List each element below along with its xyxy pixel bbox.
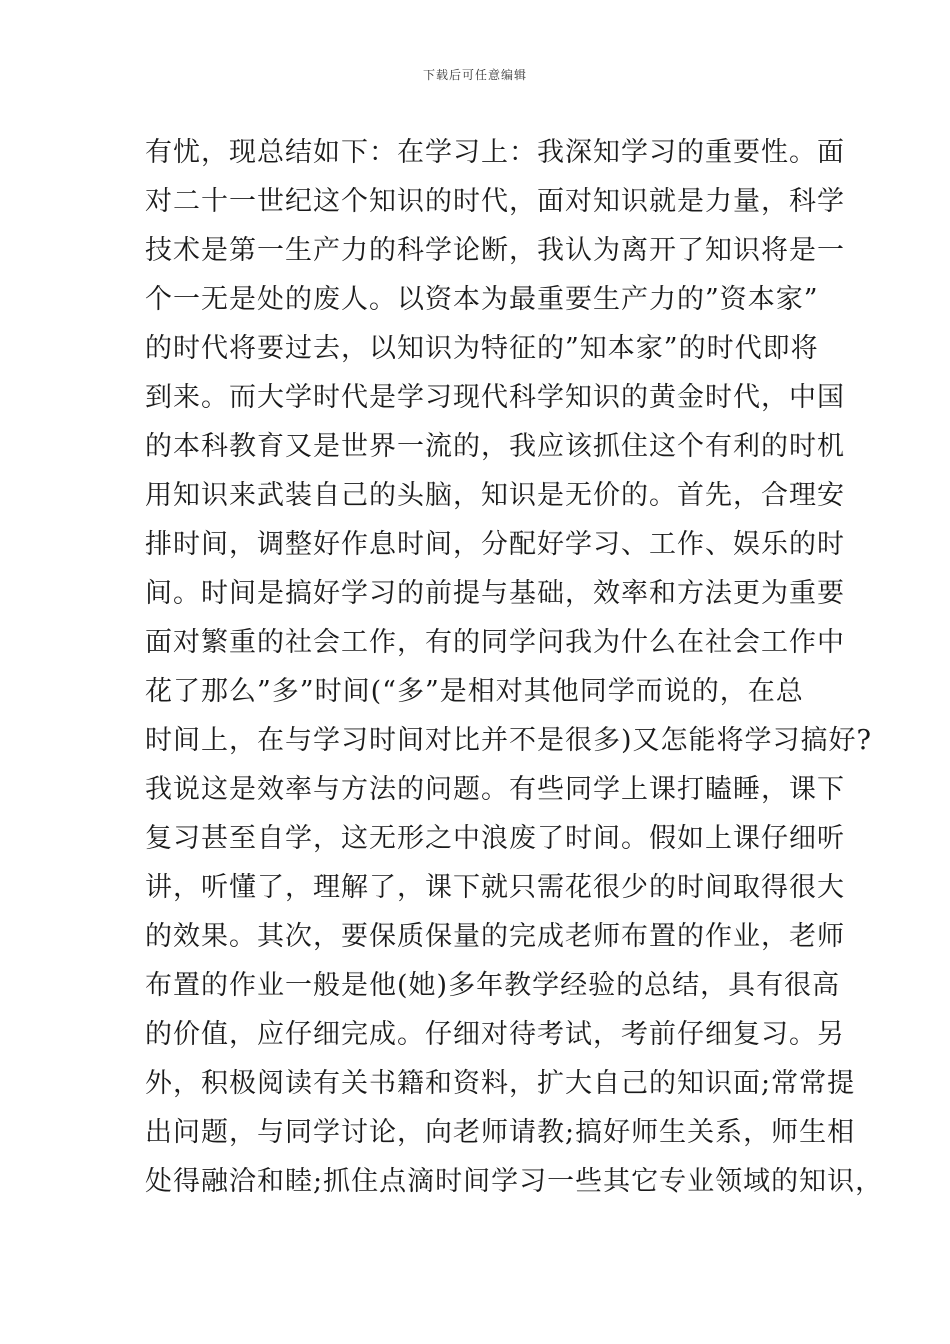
text-line: 有忧，现总结如下：在学习上：我深知学习的重要性。面 [145,137,845,168]
text-line: 到来。而大学时代是学习现代科学知识的黄金时代，中国 [145,382,845,413]
text-line: 用知识来武装自己的头脑，知识是无价的。首先，合理安 [145,480,845,511]
text-line: 处得融洽和睦;抓住点滴时间学习一些其它专业领域的知识， [145,1166,884,1197]
text-line: 时间上，在与学习时间对比并不是很多)又怎能将学习搞好? [145,725,873,756]
text-line: 复习甚至自学，这无形之中浪废了时间。假如上课仔细听 [145,823,845,854]
text-line: 的本科教育又是世界一流的，我应该抓住这个有利的时机 [145,431,845,462]
document-body [145,128,884,1206]
text-line: 的效果。其次，要保质保量的完成老师布置的作业，老师 [145,921,845,952]
text-line: 个一无是处的废人。以资本为最重要生产力的”资本家” [145,284,819,315]
text-line: 面对繁重的社会工作，有的同学问我为什么在社会工作中 [145,627,845,658]
text-line: 讲，听懂了，理解了，课下就只需花很少的时间取得很大 [145,872,845,903]
text-line: 我说这是效率与方法的问题。有些同学上课打瞌睡，课下 [145,774,845,805]
text-line: 花了那么”多”时间(“多”是相对其他同学而说的，在总 [145,676,804,707]
text-line: 排时间，调整好作息时间，分配好学习、工作、娱乐的时 [145,529,845,560]
text-line: 间。时间是搞好学习的前提与基础，效率和方法更为重要 [145,578,845,609]
text-line: 的价值，应仔细完成。仔细对待考试，考前仔细复习。另 [145,1019,845,1050]
text-line: 技术是第一生产力的科学论断，我认为离开了知识将是一 [145,235,845,266]
header-note: 下载后可任意编辑 [422,68,527,82]
text-line: 布置的作业一般是他(她)多年教学经验的总结，具有很高 [145,970,841,1001]
text-line: 对二十一世纪这个知识的时代，面对知识就是力量，科学 [145,186,845,217]
text-line: 外，积极阅读有关书籍和资料，扩大自己的知识面;常常提 [145,1068,856,1099]
text-line: 出问题，与同学讨论，向老师请教;搞好师生关系，师生相 [145,1117,856,1148]
text-line: 的时代将要过去，以知识为特征的”知本家”的时代即将 [145,333,819,364]
